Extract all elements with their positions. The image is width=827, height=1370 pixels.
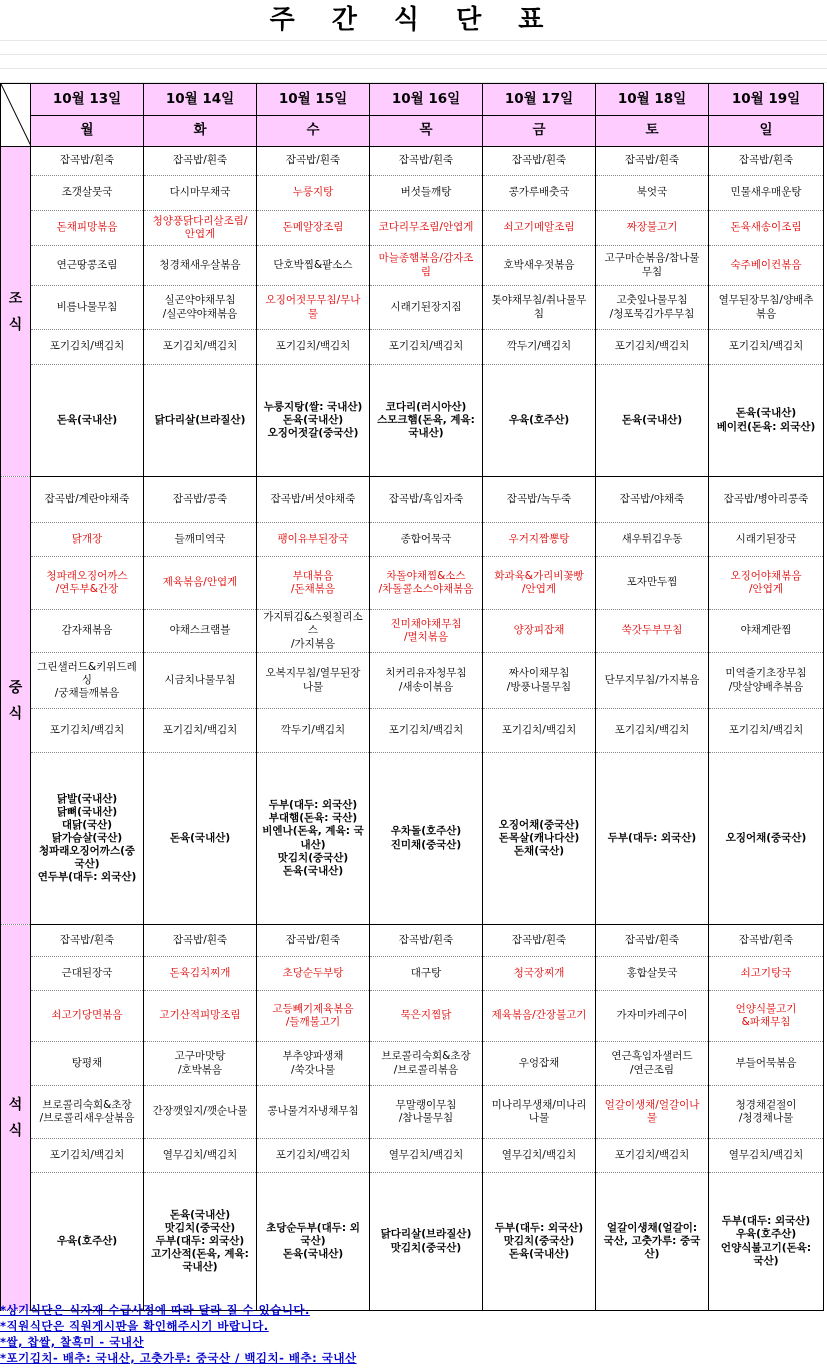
menu-item: 부대볶음 /돈채볶음 <box>257 557 370 610</box>
menu-item: 포기김치/백김치 <box>144 330 257 365</box>
menu-row <box>1 753 824 925</box>
menu-item: 포기김치/백김치 <box>370 330 483 365</box>
menu-item: 고구마맛탕 /호박볶음 <box>144 1042 257 1086</box>
menu-item: 감자채볶음 <box>31 610 144 653</box>
menu-item: 잡곡밥/흰죽 <box>257 925 370 957</box>
menu-item: 언양식불고기 &파채무침 <box>709 991 824 1042</box>
origin-cell: 두부(대두: 외국산) <box>596 753 709 925</box>
menu-item: 포기김치/백김치 <box>370 709 483 753</box>
menu-item: 포기김치/백김치 <box>709 709 824 753</box>
menu-item: 코다리무조림/안엽게 <box>370 211 483 246</box>
menu-item: 마늘종햄볶음/감자조 림 <box>370 246 483 286</box>
origin-cell: 돈육(국내산) 맛김치(중국산) 두부(대두: 외국산) 고기산적(돈육, 계육: 국내산) <box>144 1173 257 1311</box>
footnotes <box>0 1302 827 1366</box>
menu-item: 초당순두부탕 <box>257 957 370 991</box>
menu-item: 잡곡밥/흰죽 <box>31 147 144 176</box>
menu-row <box>1 523 824 557</box>
day-header: 일 <box>709 115 824 147</box>
menu-item: 짜사이채무침 /방풍나물무침 <box>483 653 596 709</box>
menu-item: 쇠고기당면볶음 <box>31 991 144 1042</box>
menu-row <box>1 991 824 1042</box>
menu-item: 잡곡밥/흰죽 <box>144 147 257 176</box>
menu-item: 팽이유부된장국 <box>257 523 370 557</box>
date-header: 10월 15일 <box>257 84 370 116</box>
menu-row <box>1 211 824 246</box>
footnote: *직원식단은 직원게시판을 확인해주시기 바랍니다. <box>0 1319 269 1333</box>
menu-item: 미역줄기초장무침 /맛살양배추볶음 <box>709 653 824 709</box>
date-header: 10월 18일 <box>596 84 709 116</box>
day-header: 금 <box>483 115 596 147</box>
menu-item: 포기김치/백김치 <box>596 1139 709 1173</box>
menu-item: 잡곡밥/흰죽 <box>709 147 824 176</box>
menu-item: 포기김치/백김치 <box>144 709 257 753</box>
menu-item: 대구탕 <box>370 957 483 991</box>
origin-cell: 누룽지탕(쌀: 국내산) 돈육(국내산) 오징어젓갈(중국산) <box>257 365 370 477</box>
dinner-label: 석 식 <box>1 925 31 1311</box>
menu-row <box>1 557 824 610</box>
menu-item: 닭개장 <box>31 523 144 557</box>
menu-row <box>1 709 824 753</box>
date-header: 10월 14일 <box>144 84 257 116</box>
menu-item: 잡곡밥/흰죽 <box>257 147 370 176</box>
day-header: 월 <box>31 115 144 147</box>
menu-item: 연근흑임자샐러드 /연근조림 <box>596 1042 709 1086</box>
day-header: 화 <box>144 115 257 147</box>
menu-item: 북엇국 <box>596 176 709 211</box>
menu-item: 숙주베이컨볶음 <box>709 246 824 286</box>
menu-item: 잡곡밥/흰죽 <box>144 925 257 957</box>
menu-item: 돈채피망볶음 <box>31 211 144 246</box>
menu-item: 잡곡밥/병아리콩죽 <box>709 477 824 523</box>
menu-item: 고구마순볶음/참나물 무침 <box>596 246 709 286</box>
menu-item: 오징어젓무무침/무나 물 <box>257 286 370 330</box>
menu-item: 오복지무침/열무된장 나물 <box>257 653 370 709</box>
menu-item: 단호박찜&팥소스 <box>257 246 370 286</box>
origin-cell: 코다리(러시아산) 스모크햄(돈육, 계육: 국내산) <box>370 365 483 477</box>
menu-item: 다시마무채국 <box>144 176 257 211</box>
menu-row <box>1 957 824 991</box>
menu-item: 돈육김치찌개 <box>144 957 257 991</box>
day-header: 수 <box>257 115 370 147</box>
origin-cell: 우차돌(호주산) 진미채(중국산) <box>370 753 483 925</box>
menu-item: 잡곡밥/녹두죽 <box>483 477 596 523</box>
menu-item: 잡곡밥/흑임자죽 <box>370 477 483 523</box>
menu-item: 호박새우젓볶음 <box>483 246 596 286</box>
menu-item: 포기김치/백김치 <box>596 330 709 365</box>
origin-cell: 얼갈이생채(얼갈이: 국산, 고춧가루: 중국 산) <box>596 1173 709 1311</box>
origin-cell: 두부(대두: 외국산) 부대햄(돈육: 국산) 비엔나(돈육, 계육: 국 내산) 맛김치(중국산) 돈육(국내산) <box>257 753 370 925</box>
menu-item: 시금치나물무침 <box>144 653 257 709</box>
menu-item: 돈육새송이조림 <box>709 211 824 246</box>
menu-item: 시래기된장국 <box>709 523 824 557</box>
menu-item: 묵은지찜닭 <box>370 991 483 1042</box>
menu-row <box>1 925 824 957</box>
origin-cell: 우육(호주산) <box>31 1173 144 1311</box>
lunch-label: 중 식 <box>1 477 31 925</box>
menu-item: 잡곡밥/흰죽 <box>31 925 144 957</box>
menu-item: 콩가루배춧국 <box>483 176 596 211</box>
date-row <box>1 84 824 116</box>
menu-table <box>0 83 824 1311</box>
date-header: 10월 17일 <box>483 84 596 116</box>
menu-item: 간장깻잎지/깻순나물 <box>144 1086 257 1139</box>
page-title: 주 간 식 단 표 <box>269 5 558 35</box>
menu-item: 잡곡밥/버섯야채죽 <box>257 477 370 523</box>
menu-item: 브로콜리숙회&초장 /브로콜리볶음 <box>370 1042 483 1086</box>
menu-item: 포기김치/백김치 <box>31 330 144 365</box>
menu-item: 포기김치/백김치 <box>483 709 596 753</box>
menu-item: 조갯살뭇국 <box>31 176 144 211</box>
menu-item: 잡곡밥/흰죽 <box>596 147 709 176</box>
menu-item: 포기김치/백김치 <box>709 330 824 365</box>
footnote: *포기김치- 배추: 국내산, 고춧가루: 중국산 / 백김치- 배추: 국내산 <box>0 1351 357 1365</box>
menu-item: 청경채겉절이 /청경채나물 <box>709 1086 824 1139</box>
menu-row <box>1 610 824 653</box>
menu-row <box>1 477 824 523</box>
menu-item: 근대된장국 <box>31 957 144 991</box>
menu-row <box>1 365 824 477</box>
menu-row <box>1 330 824 365</box>
origin-cell: 닭다리살(브라질산) 맛김치(중국산) <box>370 1173 483 1311</box>
menu-item: 부추양파생채 /쑥갓나물 <box>257 1042 370 1086</box>
day-row <box>1 115 824 147</box>
origin-cell: 오징어채(중국산) <box>709 753 824 925</box>
spreadsheet-grid <box>0 40 827 83</box>
menu-item: 열무김치/백김치 <box>483 1139 596 1173</box>
menu-item: 돈메알장조림 <box>257 211 370 246</box>
menu-item: 쇠고기탕국 <box>709 957 824 991</box>
menu-row <box>1 653 824 709</box>
menu-item: 청파래오징어까스 /연두부&간장 <box>31 557 144 610</box>
menu-item: 잡곡밥/계란야채죽 <box>31 477 144 523</box>
menu-item: 무말랭이무침 /참나물무침 <box>370 1086 483 1139</box>
menu-item: 우거지짬뽕탕 <box>483 523 596 557</box>
menu-row <box>1 147 824 176</box>
menu-item: 잡곡밥/흰죽 <box>370 925 483 957</box>
menu-item: 잡곡밥/흰죽 <box>370 147 483 176</box>
menu-item: 열무김치/백김치 <box>709 1139 824 1173</box>
menu-item: 시래기된장지짐 <box>370 286 483 330</box>
menu-item: 고춧잎나물무침 /청포묵김가루무침 <box>596 286 709 330</box>
menu-item: 청국장찌개 <box>483 957 596 991</box>
origin-cell: 오징어채(중국산) 돈목살(캐나다산) 돈채(국산) <box>483 753 596 925</box>
menu-item: 가자미카레구이 <box>596 991 709 1042</box>
breakfast-label: 조 식 <box>1 147 31 477</box>
menu-item: 열무된장무침/양배추 볶음 <box>709 286 824 330</box>
day-header: 토 <box>596 115 709 147</box>
menu-item: 들깨미역국 <box>144 523 257 557</box>
menu-item: 단무지무침/가지볶음 <box>596 653 709 709</box>
menu-item: 탕평채 <box>31 1042 144 1086</box>
menu-item: 제육볶음/안엽게 <box>144 557 257 610</box>
menu-item: 얼갈이생채/얼갈이나 물 <box>596 1086 709 1139</box>
menu-item: 제육볶음/간장불고기 <box>483 991 596 1042</box>
menu-item: 잡곡밥/흰죽 <box>483 147 596 176</box>
origin-cell: 돈육(국내산) <box>596 365 709 477</box>
origin-cell: 두부(대두: 외국산) 우육(호주산) 언양식불고기(돈육: 국산) <box>709 1173 824 1311</box>
origin-cell: 닭발(국내산) 닭뼈(국내산) 대닭(국산) 닭가슴살(국산) 청파래오징어까스(중 국산) 연두부(대두: 외국산) <box>31 753 144 925</box>
menu-item: 잡곡밥/야채죽 <box>596 477 709 523</box>
menu-item: 쑥갓두부무침 <box>596 610 709 653</box>
menu-item: 종합어묵국 <box>370 523 483 557</box>
menu-item: 쇠고기메알조림 <box>483 211 596 246</box>
menu-item: 열무김치/백김치 <box>144 1139 257 1173</box>
menu-item: 야채계란찜 <box>709 610 824 653</box>
footnote: *쌀, 찹쌀, 찰흑미 - 국내산 <box>0 1335 145 1349</box>
menu-item: 잡곡밥/흰죽 <box>483 925 596 957</box>
menu-item: 오징어야채볶음 /안엽게 <box>709 557 824 610</box>
menu-item: 포기김치/백김치 <box>257 1139 370 1173</box>
menu-item: 화과육&가리비꽃빵 /안엽게 <box>483 557 596 610</box>
menu-item: 민물새우매운탕 <box>709 176 824 211</box>
menu-item: 톳야채무침/취나물무 침 <box>483 286 596 330</box>
origin-cell: 닭다리살(브라질산) <box>144 365 257 477</box>
menu-item: 포기김치/백김치 <box>596 709 709 753</box>
date-header: 10월 16일 <box>370 84 483 116</box>
menu-item: 열무김치/백김치 <box>370 1139 483 1173</box>
origin-cell: 두부(대두: 외국산) 맛김치(중국산) 돈육(국내산) <box>483 1173 596 1311</box>
menu-row <box>1 1042 824 1086</box>
menu-item: 청양풍닭다리살조림/ 안엽게 <box>144 211 257 246</box>
menu-item: 고기산적피망조림 <box>144 991 257 1042</box>
menu-row <box>1 1086 824 1139</box>
menu-item: 차돌야채찜&소스 /차돌콜소스야채볶음 <box>370 557 483 610</box>
menu-item: 치커리유자청무침 /새송이볶음 <box>370 653 483 709</box>
menu-item: 포기김치/백김치 <box>257 330 370 365</box>
menu-item: 야채스크램블 <box>144 610 257 653</box>
menu-item: 브로콜리숙회&초장 /브로콜리새우살볶음 <box>31 1086 144 1139</box>
menu-row <box>1 246 824 286</box>
origin-cell: 돈육(국내산) <box>31 365 144 477</box>
date-header: 10월 13일 <box>31 84 144 116</box>
menu-item: 콩나물겨자냉채무침 <box>257 1086 370 1139</box>
origin-cell: 돈육(국내산) 베이컨(돈육: 외국산) <box>709 365 824 477</box>
menu-item: 양장피잡채 <box>483 610 596 653</box>
menu-item: 잡곡밥/흰죽 <box>709 925 824 957</box>
menu-item: 가지튀김&스윗칠리소 스 /가지볶음 <box>257 610 370 653</box>
menu-item: 누룽지탕 <box>257 176 370 211</box>
menu-item: 포기김치/백김치 <box>31 1139 144 1173</box>
menu-item: 그린샐러드&키위드레 싱 /궁채들깨볶음 <box>31 653 144 709</box>
menu-item: 청경채새우살볶음 <box>144 246 257 286</box>
menu-item: 깍두기/백김치 <box>483 330 596 365</box>
menu-item: 포자만두찜 <box>596 557 709 610</box>
footnote: *상기식단은 식자재 수급사정에 따라 달라 질 수 있습니다. <box>0 1303 310 1317</box>
menu-item: 깍두기/백김치 <box>257 709 370 753</box>
origin-cell: 우육(호주산) <box>483 365 596 477</box>
menu-item: 새우튀김우동 <box>596 523 709 557</box>
menu-item: 실곤약야채무침 /실곤약야채볶음 <box>144 286 257 330</box>
origin-cell: 초당순두부(대두: 외 국산) 돈육(국내산) <box>257 1173 370 1311</box>
menu-row <box>1 176 824 211</box>
menu-item: 연근땅콩조림 <box>31 246 144 286</box>
menu-item: 잡곡밥/콩죽 <box>144 477 257 523</box>
menu-item: 짜장불고기 <box>596 211 709 246</box>
menu-row <box>1 1139 824 1173</box>
corner-diagonal <box>1 84 31 146</box>
origin-cell: 돈육(국내산) <box>144 753 257 925</box>
menu-item: 고등빼기제육볶음 /들깨불고기 <box>257 991 370 1042</box>
menu-item: 홍합살뭇국 <box>596 957 709 991</box>
menu-item: 부들어묵볶음 <box>709 1042 824 1086</box>
menu-row <box>1 286 824 330</box>
menu-item: 우엉잡채 <box>483 1042 596 1086</box>
menu-item: 포기김치/백김치 <box>31 709 144 753</box>
menu-item: 비름나물무침 <box>31 286 144 330</box>
date-header: 10월 19일 <box>709 84 824 116</box>
menu-item: 미나리무생채/미나리 나물 <box>483 1086 596 1139</box>
menu-item: 버섯들깨탕 <box>370 176 483 211</box>
corner-cell <box>1 84 31 147</box>
menu-item: 진미채야채무침 /멸치볶음 <box>370 610 483 653</box>
day-header: 목 <box>370 115 483 147</box>
menu-item: 잡곡밥/흰죽 <box>596 925 709 957</box>
menu-row <box>1 1173 824 1311</box>
